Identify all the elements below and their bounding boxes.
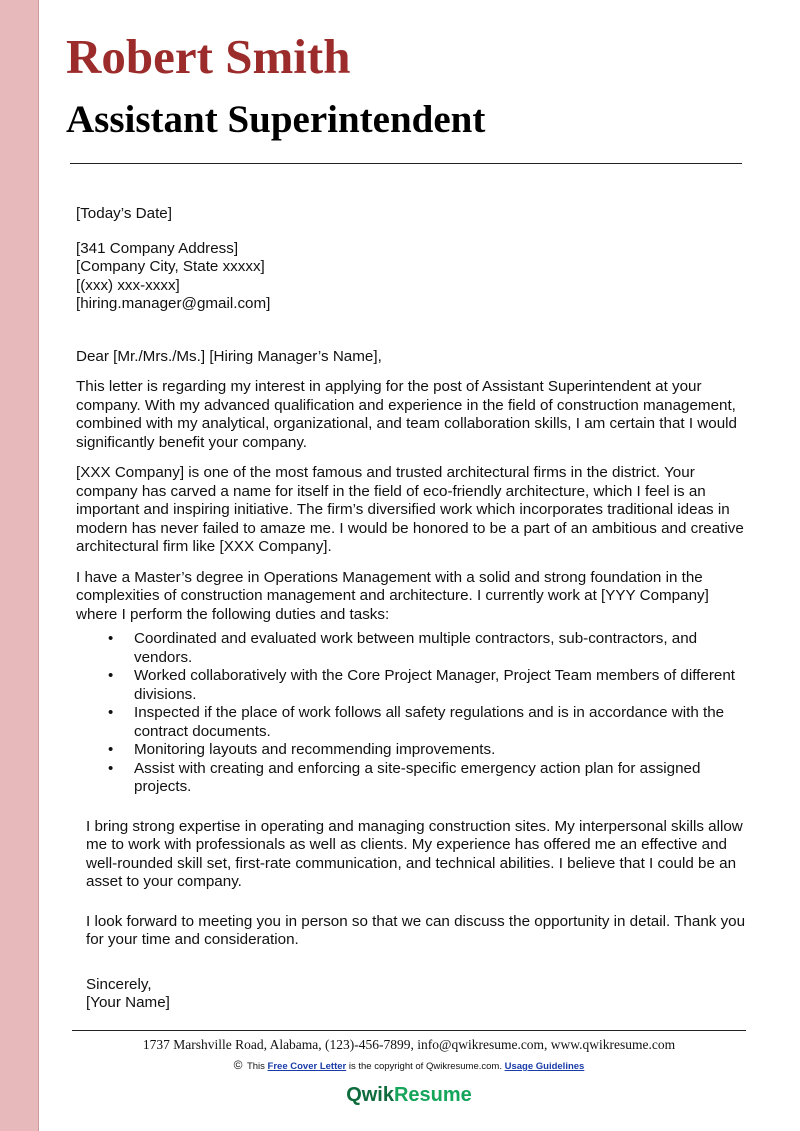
signoff: Sincerely, (86, 975, 152, 993)
copyright-middle: is the copyright of Qwikresume.com. (348, 1061, 502, 1072)
duty-item: • Assist with creating and enforcing a site-specific emergency action plan for assigned projects. (134, 760, 746, 797)
usage-guidelines-link[interactable]: Usage Guidelines (504, 1061, 585, 1072)
free-cover-letter-link[interactable]: Free Cover Letter (267, 1061, 347, 1072)
logo-part-qwik: Qwik (346, 1084, 394, 1106)
logo-part-resume: Resume (393, 1084, 472, 1106)
duties-list (76, 630, 748, 797)
salutation: Dear [Mr./Mrs./Ms.] [Hiring Manager’s Name], (76, 347, 382, 365)
job-title: Assistant Superintendent (66, 98, 486, 141)
paragraph-intro: This letter is regarding my interest in applying for the post of Assistant Superintendent at your company. With my advanced qualification and experience in the field of construction management, combined with my analytical, organizational, and team collaboration skills, I am certain that I would significantly benefit your company. (76, 378, 737, 451)
copyright-line (72, 1058, 746, 1072)
paragraph-experience: I have a Master’s degree in Operations Management with a solid and strong foundation in the complexities of construction management and architecture. I currently work at [YYY Company] where I perform the following duties and tasks: (76, 568, 709, 623)
duty-item: • Coordinated and evaluated work between multiple contractors, sub-contractors, and vendors. (134, 630, 746, 667)
duty-item: • Monitoring layouts and recommending improvements. (134, 741, 746, 760)
paragraph-closing: I look forward to meeting you in person so that we can discuss the opportunity in detail. Thank you for your time and consideration. (86, 912, 746, 948)
duty-item: • Worked collaboratively with the Core Project Manager, Project Team members of different divisions. (134, 667, 746, 704)
decorative-sidebar (0, 0, 39, 1131)
email-line: [hiring.manager@gmail.com] (76, 295, 271, 312)
paragraph-expertise: I bring strong expertise in operating and managing construction sites. My interpersonal skills allow me to work with professionals as well as clients. My experience has offered me an effective and well-rounded skill set, first-rate communication, and technical abilities. I believe that I could be an asset to your company. (86, 817, 743, 890)
signature: [Your Name] (86, 994, 170, 1011)
address-line: [(xxx) xxx-xxxx] (76, 276, 180, 294)
recipient-address (76, 240, 748, 314)
footer-address: 1737 Marshville Road, Alabama, (123)-456-7899, info@qwikresume.com, www.qwikresume.com (142, 1037, 676, 1052)
address-line: [341 Company Address] (76, 239, 239, 257)
copyright-icon: © (233, 1058, 243, 1072)
copyright-prefix: This (246, 1061, 265, 1072)
paragraph-company: [XXX Company] is one of the most famous and trusted architectural firms in the district. Your company has carved a name for itself in the field of eco-friendly architecture, which I feel is an important and inspiring initiative. The firm’s diversified work which incorporates traditional ideas in modern has never failed to amaze me. I would be honored to be a part of an ambitious and creative architectural firm like [XXX Company]. (76, 464, 744, 555)
qwikresume-logo (72, 1084, 746, 1107)
address-line: [Company City, State xxxxx] (76, 258, 265, 275)
letter-body (76, 205, 748, 1013)
date-line: [Today’s Date] (76, 205, 172, 222)
applicant-name: Robert Smith (66, 29, 351, 84)
header-divider (70, 163, 742, 164)
footer-divider (72, 1030, 746, 1031)
duty-item: • Inspected if the place of work follows all safety regulations and is in accordance with the contract documents. (134, 704, 746, 741)
